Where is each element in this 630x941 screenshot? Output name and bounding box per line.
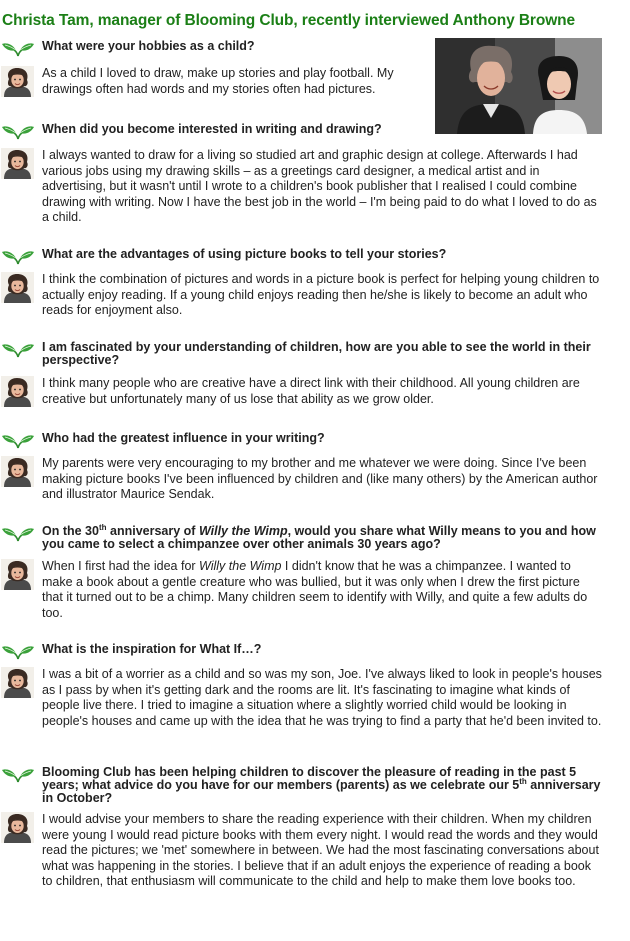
answer: As a child I loved to draw, make up stories and play football. My drawings often had words and my stories often had pictures. (42, 66, 394, 96)
qa-item-4 (0, 340, 630, 406)
leaf-icon (1, 644, 35, 660)
answer: My parents were very encouraging to my brother and me whatever we were doing. Since I've been making picture books I've been influenced by children and (like many others) by the American author and illustrator Maurice Sendak. (42, 456, 598, 501)
leaf-icon (1, 41, 35, 57)
question: What were your hobbies as a child? (42, 39, 255, 53)
qa-item-3 (0, 247, 630, 317)
answer: I was a bit of a worrier as a child and so was my son, Joe. I've always liked to look in people's houses as I pass by when it's getting dark and the rooms are lit. It's fascinating to imagine what kinds of people live there. I tried to imagine a situation where a slightly worried child would be looking in people's houses and came up with the idea that he was trying to find a party that he'd been invited to. (42, 667, 602, 728)
question: When did you become interested in writing and drawing? (42, 122, 382, 136)
leaf-icon (1, 767, 35, 783)
question (42, 766, 612, 805)
book-title: Willy the Wimp (198, 524, 288, 538)
author-avatar-icon (1, 456, 34, 487)
question: What are the advantages of using picture books to tell your stories? (42, 247, 447, 261)
ordinal-suffix: th (98, 522, 107, 532)
answer (42, 559, 602, 621)
question-text: anniversary in October? (42, 778, 601, 805)
author-avatar-icon (1, 66, 34, 97)
author-avatar-icon (1, 376, 34, 407)
answer: I think many people who are creative have a direct link with their childhood. All young children are creative but unfortunately many of us lose that ability as we grow older. (42, 376, 580, 406)
question: What is the inspiration for What If…? (42, 642, 262, 656)
answer: I always wanted to draw for a living so studied art and graphic design at college. Afterwards I had various jobs using my drawing skills – as a greetings card designer, a medical artist and in advertising, but it wasn't until I wrote to a children's book publisher that I realised I could combine drawing with writing. Now I have the best job in the world – I'm being paid to do what I loved to do as a child. (42, 148, 597, 224)
answer-text: When I first had the idea for (42, 559, 200, 573)
page-title: Christa Tam, manager of Blooming Club, recently interviewed Anthony Browne (2, 12, 576, 29)
author-avatar-icon (1, 272, 34, 303)
leaf-icon (1, 124, 35, 140)
book-title: Willy the Wimp (199, 559, 282, 573)
question-text: , would you share what Willy means to you and how you came to select a chimpanzee over other animals 30 years ago? (42, 524, 596, 551)
qa-item-8 (0, 765, 630, 888)
answer: I think the combination of pictures and words in a picture book is perfect for helping young children to actually enjoy reading. If a young child enjoys reading then he/she is likely to become an adult who reads for enjoyment also. (42, 272, 600, 317)
ordinal-suffix: th (519, 776, 527, 786)
answer-text: I didn't know that he was a chimpanzee. I wanted to make a book about a gentle creature who was bullied, but it was only when I drew the first picture that it turned out to be a chimp. Many children seem to identify with Willy, and quite a few adults do too. (42, 559, 588, 620)
author-avatar-icon (1, 812, 34, 843)
question-text: anniversary of (106, 524, 199, 538)
qa-item-5 (0, 431, 630, 501)
question-text: Blooming Club has been helping children to discover the pleasure of reading in the past 5 years; what advice do you have for our members (parents) as we celebrate our 5 (42, 765, 577, 792)
leaf-icon (1, 433, 35, 449)
question (42, 522, 612, 551)
question: I am fascinated by your understanding of children, how are you able to see the world in their perspective? (42, 340, 591, 367)
author-avatar-icon (1, 148, 34, 179)
author-avatar-icon (1, 667, 34, 698)
qa-item-2 (0, 122, 630, 224)
question: Who had the greatest influence in your writing? (42, 431, 325, 445)
leaf-icon (1, 249, 35, 265)
leaf-icon (1, 526, 35, 542)
question-text: On the 30 (42, 524, 99, 538)
qa-item-6 (0, 522, 630, 620)
qa-item-7 (0, 642, 630, 728)
qa-item-1 (0, 39, 630, 96)
answer: I would advise your members to share the reading experience with their children. When my children were young I would read picture books with them every night. I would read the words and they would read the pictures; we 'met' somewhere in between. We had the most fascinating conversations about what was happening in the stories. I believe that if an adult enjoys the experience of reading a book to children, that enthusiasm will communicate to the child and help to make them love books too. (42, 812, 599, 888)
leaf-icon (1, 342, 35, 358)
author-avatar-icon (1, 559, 34, 590)
